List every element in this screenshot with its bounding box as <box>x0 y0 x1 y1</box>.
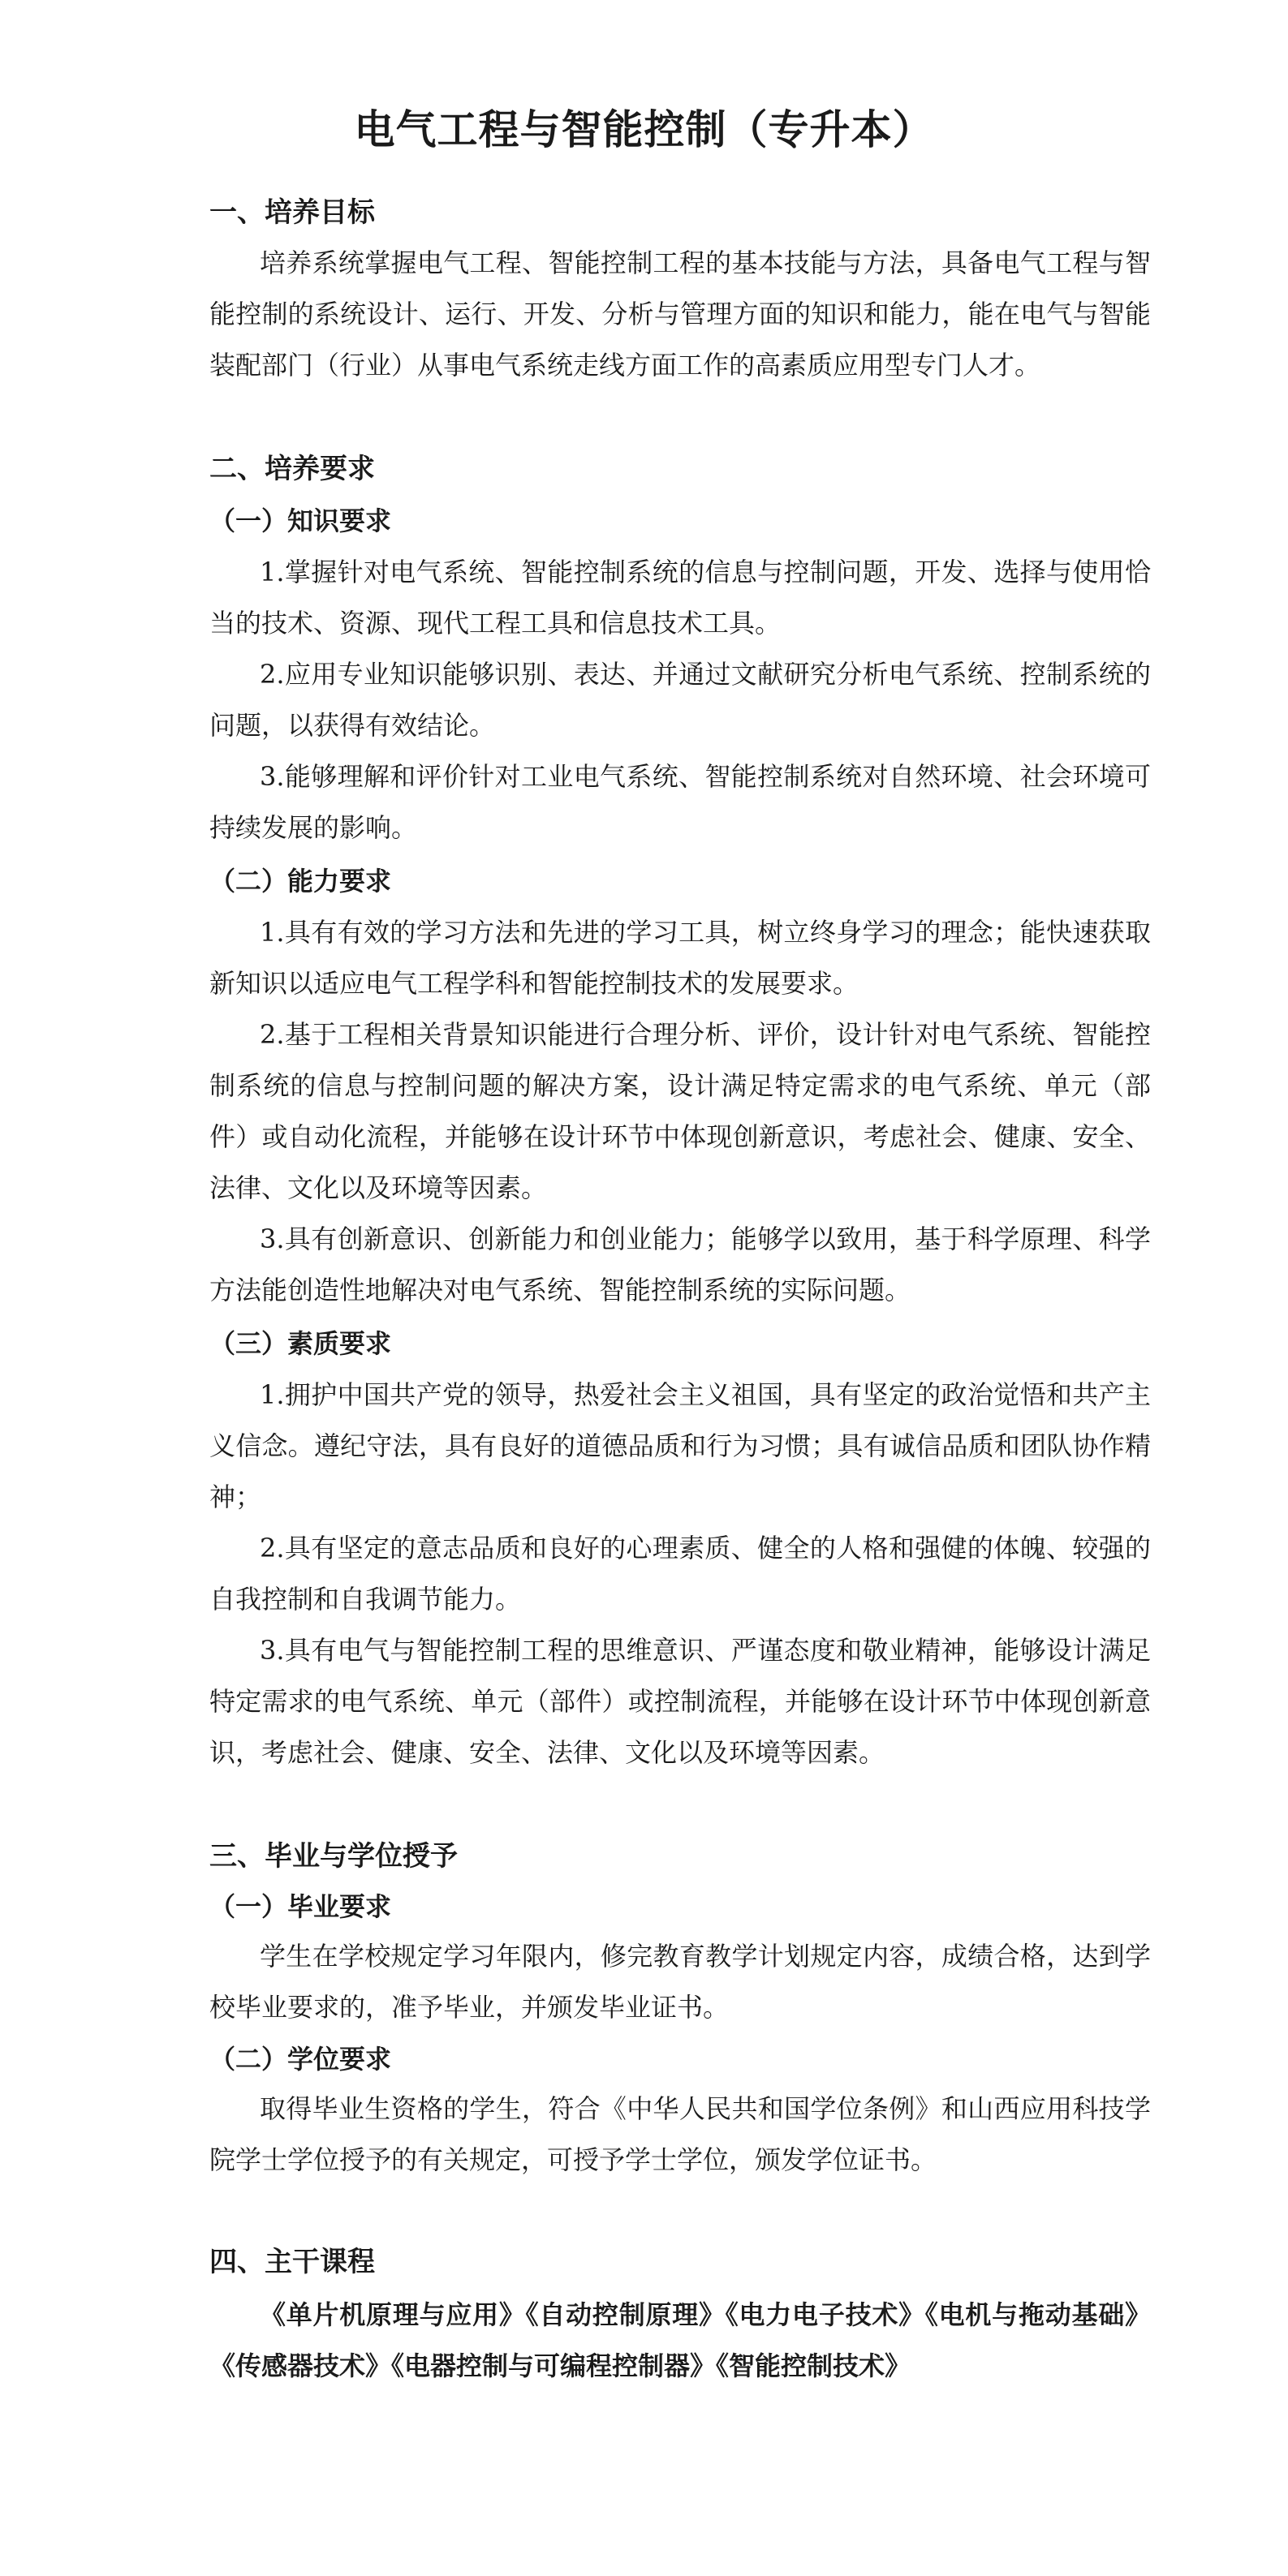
section-heading-training-requirements: 二、培养要求 <box>209 453 375 485</box>
paragraph-knowledge-1: 1.掌握针对电气系统、智能控制系统的信息与控制问题，开发、选择与使用恰当的技术、资源、现代工程工具和信息技术工具。 <box>209 557 1151 639</box>
paragraph-degree: 取得毕业生资格的学生，符合《中华人民共和国学位条例》和山西应用科技学院学士学位授予的有关规定，可授予学士学位，颁发学位证书。 <box>209 2093 1151 2175</box>
subheading-ability-requirements: （二）能力要求 <box>209 866 392 897</box>
paragraph-quality-1: 1.拥护中国共产党的领导，热爱社会主义祖国，具有坚定的政治觉悟和共产主义信念。遵纪守法，具有良好的道德品质和行为习惯；具有诚信品质和团队协作精神； <box>209 1379 1151 1512</box>
document-title: 电气工程与智能控制（专升本） <box>354 106 934 153</box>
paragraph-quality-3: 3.具有电气与智能控制工程的思维意识、严谨态度和敬业精神，能够设计满足特定需求的电气系统、单元（部件）或控制流程，并能够在设计环节中体现创新意识，考虑社会、健康、安全、法律、文化以及环境等因素。 <box>209 1635 1151 1768</box>
paragraph-graduation: 学生在学校规定学习年限内，修完教育教学计划规定内容，成绩合格，达到学校毕业要求的，准予毕业，并颁发毕业证书。 <box>209 1941 1151 2023</box>
paragraph-core-courses: 《单片机原理与应用》《自动控制原理》《电力电子技术》《电机与拖动基础》《传感器技术》《电器控制与可编程控制器》《智能控制技术》 <box>209 2299 1151 2381</box>
paragraph-ability-2: 2.基于工程相关背景知识能进行合理分析、评价，设计针对电气系统、智能控制系统的信息与控制问题的解决方案，设计满足特定需求的电气系统、单元（部件）或自动化流程，并能够在设计环节中体现创新意识，考虑社会、健康、安全、法律、文化以及环境等因素。 <box>209 1019 1151 1203</box>
subheading-knowledge-requirements: （一）知识要求 <box>209 505 392 536</box>
paragraph-knowledge-2: 2.应用专业知识能够识别、表达、并通过文献研究分析电气系统、控制系统的问题，以获得有效结论。 <box>209 659 1151 741</box>
subheading-graduation-requirements: （一）毕业要求 <box>209 1891 392 1922</box>
paragraph-ability-1: 1.具有有效的学习方法和先进的学习工具，树立终身学习的理念；能快速获取新知识以适应电气工程学科和智能控制技术的发展要求。 <box>209 917 1151 999</box>
subheading-quality-requirements: （三）素质要求 <box>209 1328 392 1359</box>
paragraph-ability-3: 3.具有创新意识、创新能力和创业能力；能够学以致用，基于科学原理、科学方法能创造性地解决对电气系统、智能控制系统的实际问题。 <box>209 1223 1151 1305</box>
paragraph-quality-2: 2.具有坚定的意志品质和良好的心理素质、健全的人格和强健的体魄、较强的自我控制和自我调节能力。 <box>209 1533 1151 1615</box>
subheading-degree-requirements: （二）学位要求 <box>209 2044 392 2075</box>
section-heading-graduation-degree: 三、毕业与学位授予 <box>209 1840 458 1873</box>
paragraph-knowledge-3: 3.能够理解和评价针对工业电气系统、智能控制系统对自然环境、社会环境可持续发展的影响。 <box>209 761 1151 843</box>
section-heading-training-goal: 一、培养目标 <box>209 196 375 229</box>
paragraph-training-goal: 培养系统掌握电气工程、智能控制工程的基本技能与方法，具备电气工程与智能控制的系统设计、运行、开发、分析与管理方面的知识和能力，能在电气与智能装配部门（行业）从事电气系统走线方面工作的高素质应用型专门人才。 <box>209 247 1151 381</box>
section-heading-core-courses: 四、主干课程 <box>209 2246 375 2278</box>
